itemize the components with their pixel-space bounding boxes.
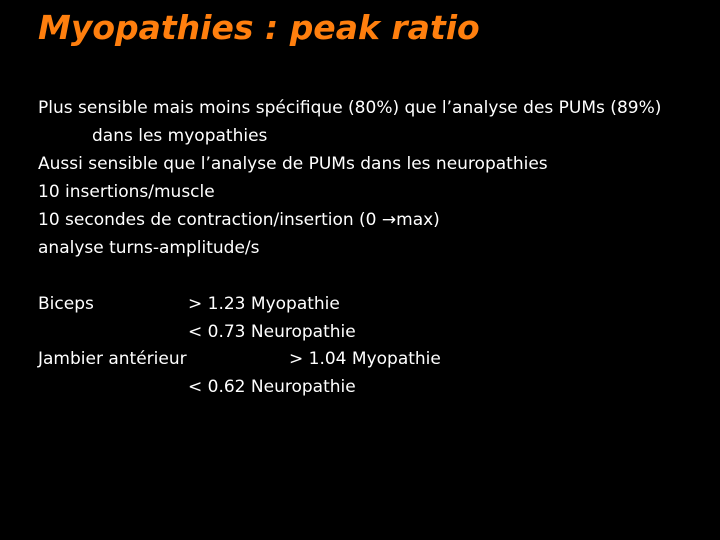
biceps-myopathy-threshold: > 1.23 Myopathie [188,294,340,314]
jambier-neuropathy-threshold: < 0.62 Neuropathie [188,377,356,397]
bullet-sensitivity: Plus sensible mais moins spécifique (80%) que l’analyse des PUMs (89%) [38,98,662,118]
bullet-neuropathy-sensitivity: Aussi sensible que l’analyse de PUMs dans les neuropathies [38,154,548,174]
slide-title: Myopathies : peak ratio [38,8,480,47]
jambier-myopathy-threshold: > 1.04 Myopathie [289,349,441,369]
bullet-sensitivity-continued: dans les myopathies [92,126,268,146]
bullet-insertions: 10 insertions/muscle [38,182,215,202]
jambier-label: Jambier antérieur [38,349,187,369]
bullet-contraction-duration: 10 secondes de contraction/insertion (0 →max) [38,210,440,230]
biceps-neuropathy-threshold: < 0.73 Neuropathie [188,322,356,342]
biceps-label: Biceps [38,294,94,314]
bullet-analysis: analyse turns-amplitude/s [38,238,260,258]
